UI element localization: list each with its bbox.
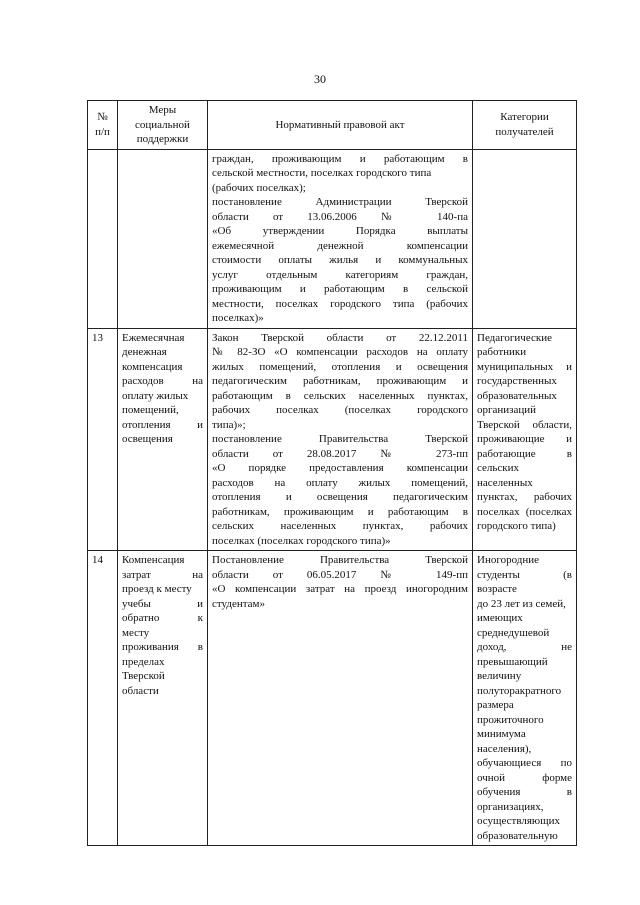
text-line: студентам» (212, 597, 266, 610)
text-line: расходов на (122, 375, 203, 387)
text-line: работникам, проживающим и работающим в (212, 505, 468, 518)
text-line: учебы и (122, 597, 203, 610)
text-line: среднедушевой (477, 626, 550, 639)
support-measure-cell (118, 149, 208, 328)
text-line: расходов на оплату жилых помещений, (212, 476, 468, 489)
text-line: компенсация (122, 360, 183, 373)
text-line: пределах (122, 655, 165, 668)
legal-act-cell (208, 149, 473, 328)
header-measure: Меры социальной поддержки (118, 101, 208, 150)
text-line: проживающим и работающим в сельской (212, 283, 468, 295)
text-line: населения), (477, 742, 532, 755)
text-line: проезд к месту (122, 583, 192, 595)
text-line: организаций (477, 404, 537, 416)
text-line: отопления и (122, 418, 203, 431)
text-line: (рабочих поселках); (212, 181, 306, 194)
text-line: денежная (122, 346, 167, 358)
text-line: муниципальных и (477, 360, 572, 373)
text-line: городского типа) (477, 520, 556, 532)
row-number: 13 (88, 328, 118, 551)
legal-act-cell (208, 551, 473, 846)
text-line: Тверской области, (477, 418, 572, 431)
text-line: поселках)» (212, 312, 264, 324)
recipient-category-cell (473, 551, 577, 846)
text-line: помещений, (122, 404, 179, 416)
text-line: Тверской (122, 670, 165, 682)
social-support-table (87, 100, 577, 846)
table-row (88, 551, 577, 846)
text-line: «Об утверждении Порядка выплаты (212, 225, 468, 237)
text-line: очной форме (477, 771, 572, 784)
text-line: проживающие и (477, 433, 572, 445)
table-row (88, 328, 577, 551)
text-line: работающие в (477, 447, 572, 460)
text-line: работающим в сельских населенных пунктах, (212, 389, 468, 402)
text-line: «О компенсации затрат на проезд иногородним (212, 583, 468, 595)
text-line: Закон Тверской области от 22.12.2011 (212, 331, 468, 344)
text-line: месту (122, 626, 150, 639)
text-line: имеющих (477, 612, 523, 624)
text-line: граждан, проживающим и работающим в (212, 152, 468, 165)
text-line: Постановление Правительства Тверской (212, 554, 468, 566)
text-line: образовательных (477, 389, 557, 402)
text-line: Иногородние (477, 554, 540, 566)
text-line: освещения (122, 433, 173, 445)
text-line: области от 06.05.2017 № 149-пп (212, 568, 468, 581)
text-line: обратно к (122, 612, 203, 624)
header-act: Нормативный правовой акт (208, 101, 473, 150)
text-line: рабочих поселках (поселках городского (212, 404, 468, 416)
text-line: Ежемесячная (122, 331, 185, 344)
text-line: сельских населенных (477, 462, 533, 489)
text-line: отопления и освещения педагогическим (212, 491, 468, 503)
text-line: типа)»; (212, 418, 246, 431)
text-line: работники (477, 346, 527, 358)
text-line: поселках (поселках (477, 505, 572, 518)
header-num: № п/п (88, 101, 118, 150)
text-line: превышающий (477, 655, 548, 668)
text-line: образовательную (477, 829, 558, 842)
text-line: Педагогические (477, 331, 552, 344)
text-line: полуторакратного (477, 684, 562, 697)
text-line: обучающиеся по (477, 757, 572, 769)
legal-act-cell (208, 328, 473, 551)
recipient-category-cell (473, 149, 577, 328)
recipient-category-cell (473, 328, 577, 551)
text-line: области (122, 684, 159, 697)
table-header-row (88, 101, 577, 150)
text-line: услуг отдельным категориям граждан, (212, 268, 468, 281)
table-row (88, 149, 577, 328)
text-line: ежемесячной денежной компенсации (212, 239, 468, 252)
text-line: обучения в (477, 786, 572, 798)
text-line: доход, не (477, 641, 572, 653)
text-line: сельских населенных пунктах, рабочих (212, 520, 468, 532)
text-line: государственных (477, 375, 557, 387)
text-line: пунктах, рабочих (477, 491, 572, 503)
text-line: проживания в (122, 641, 203, 653)
text-line: местности, поселках городского типа (рабочих (212, 297, 468, 310)
text-line: до 23 лет из семей, (477, 597, 566, 610)
text-line: организациях, (477, 800, 544, 813)
text-line: стоимости оплаты жилья и коммунальных (212, 254, 468, 266)
text-line: прожиточного (477, 713, 544, 726)
row-number: 14 (88, 551, 118, 846)
row-number (88, 149, 118, 328)
support-measure-cell (118, 328, 208, 551)
text-line: затрат на (122, 568, 203, 581)
header-category: Категории получателей (473, 101, 577, 150)
text-line: оплату жилых (122, 389, 189, 402)
text-line: размера (477, 699, 514, 711)
text-line: величину (477, 670, 522, 682)
text-line: области от 28.08.2017 № 273-пп (212, 447, 468, 460)
support-measure-cell (118, 551, 208, 846)
text-line: № 82-ЗО «О компенсации расходов на оплату (212, 346, 468, 358)
text-line: постановление Правительства Тверской (212, 433, 468, 445)
text-line: педагогическим работникам, проживающим и (212, 375, 468, 387)
text-line: осуществляющих (477, 815, 560, 827)
page-number: 30 (314, 72, 326, 86)
text-line: Компенсация (122, 554, 185, 566)
text-line: жилых помещений, отопления и освещения (212, 360, 468, 373)
text-line: минимума (477, 728, 526, 740)
text-line: сельской местности, поселках городского типа (212, 167, 432, 179)
text-line: «О порядке предоставления компенсации (212, 462, 468, 474)
text-line: студенты (в возрасте (477, 568, 572, 595)
text-line: поселках (поселках городского типа)» (212, 534, 391, 547)
text-line: постановление Администрации Тверской (212, 196, 468, 208)
text-line: области от 13.06.2006 № 140-па (212, 210, 468, 223)
